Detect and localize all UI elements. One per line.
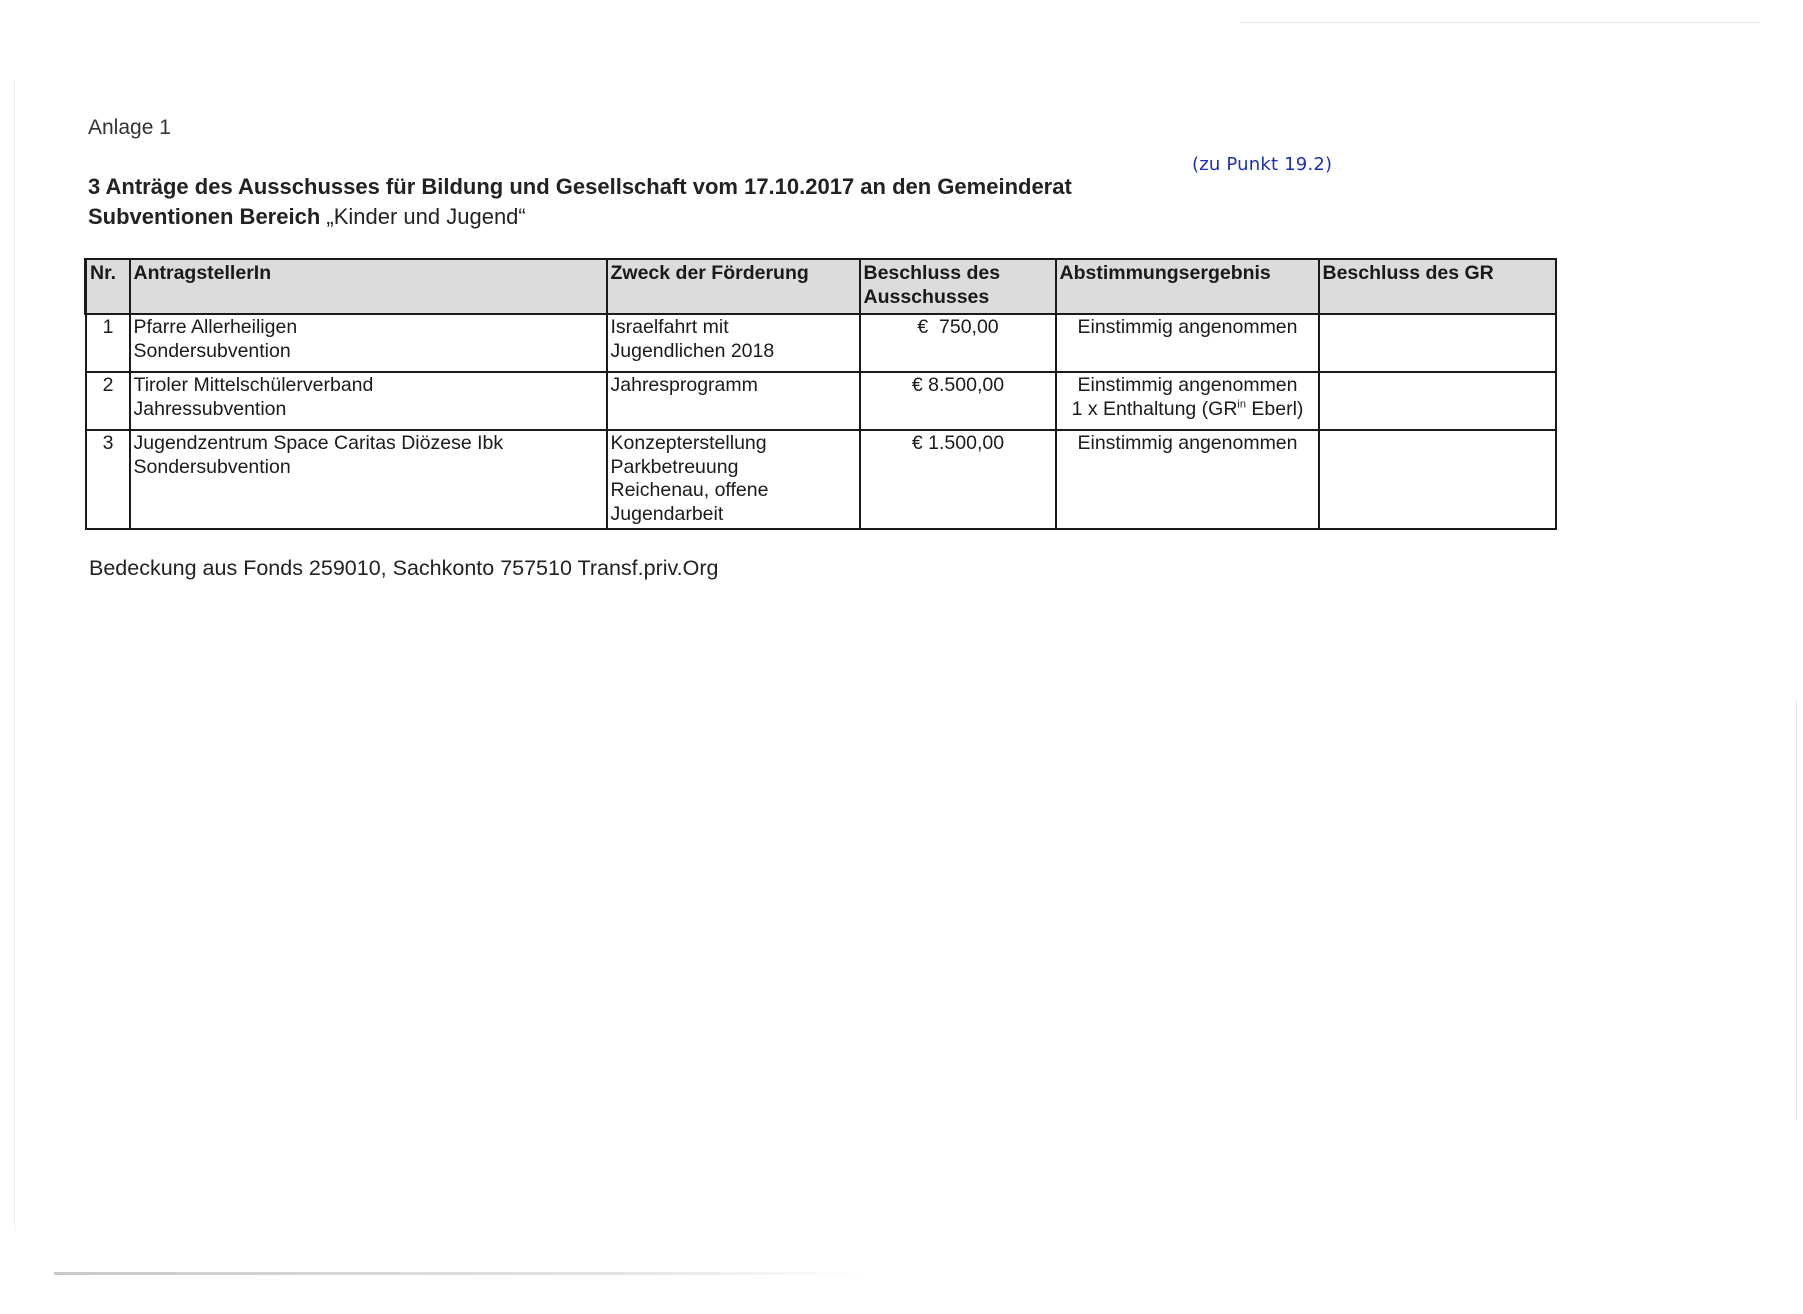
zweck-line: Israelfahrt mit bbox=[610, 316, 729, 338]
funding-note: Bedeckung aus Fonds 259010, Sachkonto 757510 Transf.priv.Org bbox=[89, 556, 719, 580]
header-antragsteller: AntragstellerIn bbox=[130, 259, 607, 314]
attachment-label: Anlage 1 bbox=[88, 116, 171, 139]
table-row bbox=[86, 372, 1556, 430]
row-nr: 3 bbox=[86, 430, 130, 529]
table-row bbox=[86, 430, 1556, 529]
row-antragsteller bbox=[130, 430, 607, 529]
row-nr: 1 bbox=[86, 314, 130, 372]
subtitle-rest: „Kinder und Jugend“ bbox=[320, 204, 526, 229]
table-header-row bbox=[86, 259, 1556, 314]
row-beschluss-amount: € 8.500,00 bbox=[860, 372, 1056, 430]
scan-edge-bottom bbox=[54, 1272, 864, 1275]
row-ergebnis bbox=[1056, 430, 1319, 529]
header-beschluss-ausschuss: Beschluss des Ausschusses bbox=[860, 259, 1056, 314]
row-ergebnis bbox=[1056, 372, 1319, 430]
ergebnis-line: Einstimmig angenommen bbox=[1077, 374, 1298, 396]
header-beschluss-gr: Beschluss des GR bbox=[1319, 259, 1556, 314]
antragsteller-name: Tiroler Mittelschülerverband bbox=[133, 374, 374, 396]
subsidy-table bbox=[84, 258, 1557, 530]
antragsteller-type: Sondersubvention bbox=[133, 455, 291, 478]
document-title: 3 Anträge des Ausschusses für Bildung und Gesellschaft vom 17.10.2017 an den Gemeinderat bbox=[88, 174, 1072, 199]
abstention-text: 1 x Enthaltung (GR bbox=[1071, 397, 1238, 420]
zweck-line: Reichenau, offene bbox=[610, 479, 769, 501]
scan-edge-right bbox=[1796, 700, 1797, 1120]
row-ergebnis bbox=[1056, 314, 1319, 372]
row-zweck bbox=[607, 314, 860, 372]
ergebnis-line: Einstimmig angenommen bbox=[1077, 432, 1298, 454]
header-abstimmungsergebnis: Abstimmungsergebnis bbox=[1056, 259, 1319, 314]
ergebnis-abstention bbox=[1060, 398, 1316, 422]
scan-edge-top bbox=[1240, 22, 1760, 23]
row-zweck bbox=[607, 372, 860, 430]
agenda-point-note: (zu Punkt 19.2) bbox=[1192, 154, 1333, 175]
antragsteller-type: Sondersubvention bbox=[133, 339, 291, 362]
row-antragsteller bbox=[130, 314, 607, 372]
abstention-name: Eberl) bbox=[1245, 397, 1304, 420]
table-row bbox=[86, 314, 1556, 372]
row-beschluss-gr bbox=[1319, 430, 1556, 529]
antragsteller-name: Pfarre Allerheiligen bbox=[133, 316, 298, 338]
document-subtitle bbox=[88, 204, 526, 230]
zweck-line: Jugendlichen 2018 bbox=[610, 339, 775, 362]
row-beschluss-amount: € 750,00 bbox=[860, 314, 1056, 372]
row-zweck bbox=[607, 430, 860, 529]
abstention-superscript: in bbox=[1237, 398, 1246, 410]
antragsteller-type: Jahressubvention bbox=[133, 397, 287, 420]
row-beschluss-amount: € 1.500,00 bbox=[860, 430, 1056, 529]
ergebnis-line: Einstimmig angenommen bbox=[1077, 316, 1298, 338]
zweck-line: Jahresprogramm bbox=[610, 374, 758, 396]
row-antragsteller bbox=[130, 372, 607, 430]
antragsteller-name: Jugendzentrum Space Caritas Diözese Ibk bbox=[133, 432, 504, 454]
row-beschluss-gr bbox=[1319, 314, 1556, 372]
scan-edge-left bbox=[14, 80, 15, 1230]
header-nr: Nr. bbox=[86, 259, 130, 314]
row-nr: 2 bbox=[86, 372, 130, 430]
zweck-line: Konzepterstellung bbox=[610, 432, 767, 454]
row-beschluss-gr bbox=[1319, 372, 1556, 430]
subtitle-bold: Subventionen Bereich bbox=[88, 204, 321, 229]
zweck-line: Jugendarbeit bbox=[610, 502, 724, 525]
zweck-line: Parkbetreuung bbox=[610, 455, 739, 478]
header-zweck: Zweck der Förderung bbox=[607, 259, 860, 314]
